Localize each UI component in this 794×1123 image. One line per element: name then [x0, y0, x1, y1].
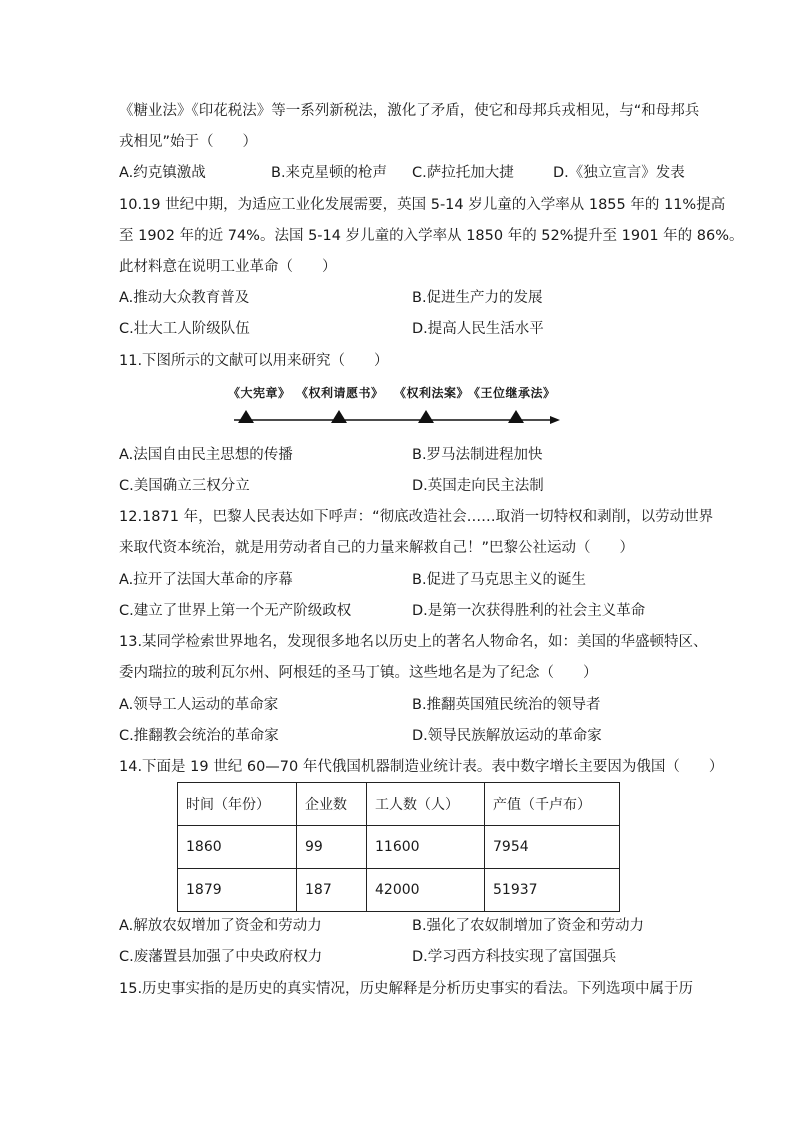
timeline-label-act-of-settlement: 《王位继承法》	[468, 386, 556, 400]
table-header-cell: 时间（年份）	[178, 783, 297, 826]
q9-stem-line2: 戎相见”始于（ ）	[119, 134, 258, 150]
q12-option-b: B.促进了马克思主义的诞生	[412, 572, 587, 588]
timeline-label-petition-of-right: 《权利请愿书》	[296, 386, 384, 400]
q13-option-d: D.领导民族解放运动的革命家	[412, 728, 602, 744]
table-cell: 1879	[178, 869, 297, 912]
q12-stem-line2: 来取代资本统治，就是用劳动者自己的力量来解救自己！”巴黎公社运动（ ）	[119, 540, 635, 556]
q14-option-b: B.强化了农奴制增加了资金和劳动力	[412, 918, 645, 934]
q11-stem: 11.下图所示的文献可以用来研究（ ）	[119, 353, 389, 369]
q11-option-c: C.美国确立三权分立	[119, 478, 250, 494]
q10-option-d: D.提高人民生活水平	[412, 321, 544, 337]
table-cell: 7954	[485, 826, 620, 869]
timeline-label-bill-of-rights: 《权利法案》	[394, 386, 470, 400]
q14-option-a: A.解放农奴增加了资金和劳动力	[119, 918, 322, 934]
q9-option-a: A.约克镇激战	[119, 165, 206, 181]
document-timeline	[224, 384, 564, 432]
q10-stem-line3: 此材料意在说明工业革命（ ）	[119, 259, 337, 275]
q10-option-c: C.壮大工人阶级队伍	[119, 321, 250, 337]
table-cell: 99	[297, 826, 367, 869]
q13-option-c: C.推翻教会统治的革命家	[119, 728, 279, 744]
q14-stem: 14.下面是 19 世纪 60—70 年代俄国机器制造业统计表。表中数字增长主要因为俄国（ ）	[119, 759, 724, 775]
q9-option-c: C.萨拉托加大捷	[412, 165, 514, 181]
q14-option-d: D.学习西方科技实现了富国强兵	[412, 949, 617, 965]
q10-stem-line2: 至 1902 年的近 74%。法国 5-14 岁儿童的入学率从 1850 年的 52%提升至 1901 年的 86%。	[119, 228, 744, 244]
q12-option-d: D.是第一次获得胜利的社会主义革命	[412, 603, 646, 619]
q12-stem-line1: 12.1871 年，巴黎人民表达如下呼声：“彻底改造社会……取消一切特权和剥削，以劳动世界	[119, 509, 714, 525]
q11-option-d: D.英国走向民主法制	[412, 478, 544, 494]
table-cell: 187	[297, 869, 367, 912]
table-cell: 42000	[367, 869, 485, 912]
q9-option-b: B.来克星顿的枪声	[271, 165, 388, 181]
q10-option-a: A.推动大众教育普及	[119, 290, 250, 306]
timeline-marker-2	[331, 410, 347, 423]
table-cell: 1860	[178, 826, 297, 869]
table-cell: 11600	[367, 826, 485, 869]
q10-stem-line1: 10.19 世纪中期，为适应工业化发展需要，英国 5-14 岁儿童的入学率从 1855 年的 11%提高	[119, 197, 726, 213]
q13-stem-line1: 13.某同学检索世界地名，发现很多地名以历史上的著名人物命名，如：美国的华盛顿特区、	[119, 634, 708, 650]
q10-option-b: B.促进生产力的发展	[412, 290, 543, 306]
table-header-cell: 工人数（人）	[367, 783, 485, 826]
table-header-cell: 企业数	[297, 783, 367, 826]
q12-option-c: C.建立了世界上第一个无产阶级政权	[119, 603, 352, 619]
table-row	[178, 869, 620, 912]
q15-stem-line1: 15.历史事实指的是历史的真实情况，历史解释是分析历史事实的看法。下列选项中属于历	[119, 981, 694, 997]
q14-option-c: C.废藩置县加强了中央政府权力	[119, 949, 323, 965]
q11-option-a: A.法国自由民主思想的传播	[119, 447, 293, 463]
timeline-marker-4	[508, 410, 524, 423]
table-header-row	[178, 783, 620, 826]
timeline-axis	[224, 384, 564, 432]
q9-stem-line1: 《糖业法》《印花税法》等一系列新税法，激化了矛盾，使它和母邦兵戎相见，与“和母邦兵	[119, 103, 700, 119]
timeline-label-magna-carta: 《大宪章》	[228, 386, 291, 400]
timeline-marker-1	[238, 410, 254, 423]
timeline-arrowhead	[550, 416, 560, 424]
q13-stem-line2: 委内瑞拉的玻利瓦尔州、阿根廷的圣马丁镇。这些地名是为了纪念（ ）	[119, 665, 598, 681]
timeline-marker-3	[418, 410, 434, 423]
q9-option-d: D.《独立宣言》发表	[553, 165, 685, 181]
table-cell: 51937	[485, 869, 620, 912]
q11-option-b: B.罗马法制进程加快	[412, 447, 543, 463]
table-header-cell: 产值（千卢布）	[485, 783, 620, 826]
table-row	[178, 826, 620, 869]
q12-option-a: A.拉开了法国大革命的序幕	[119, 572, 293, 588]
machinery-statistics-table	[177, 782, 620, 912]
q13-option-b: B.推翻英国殖民统治的领导者	[412, 697, 601, 713]
q13-option-a: A.领导工人运动的革命家	[119, 697, 279, 713]
